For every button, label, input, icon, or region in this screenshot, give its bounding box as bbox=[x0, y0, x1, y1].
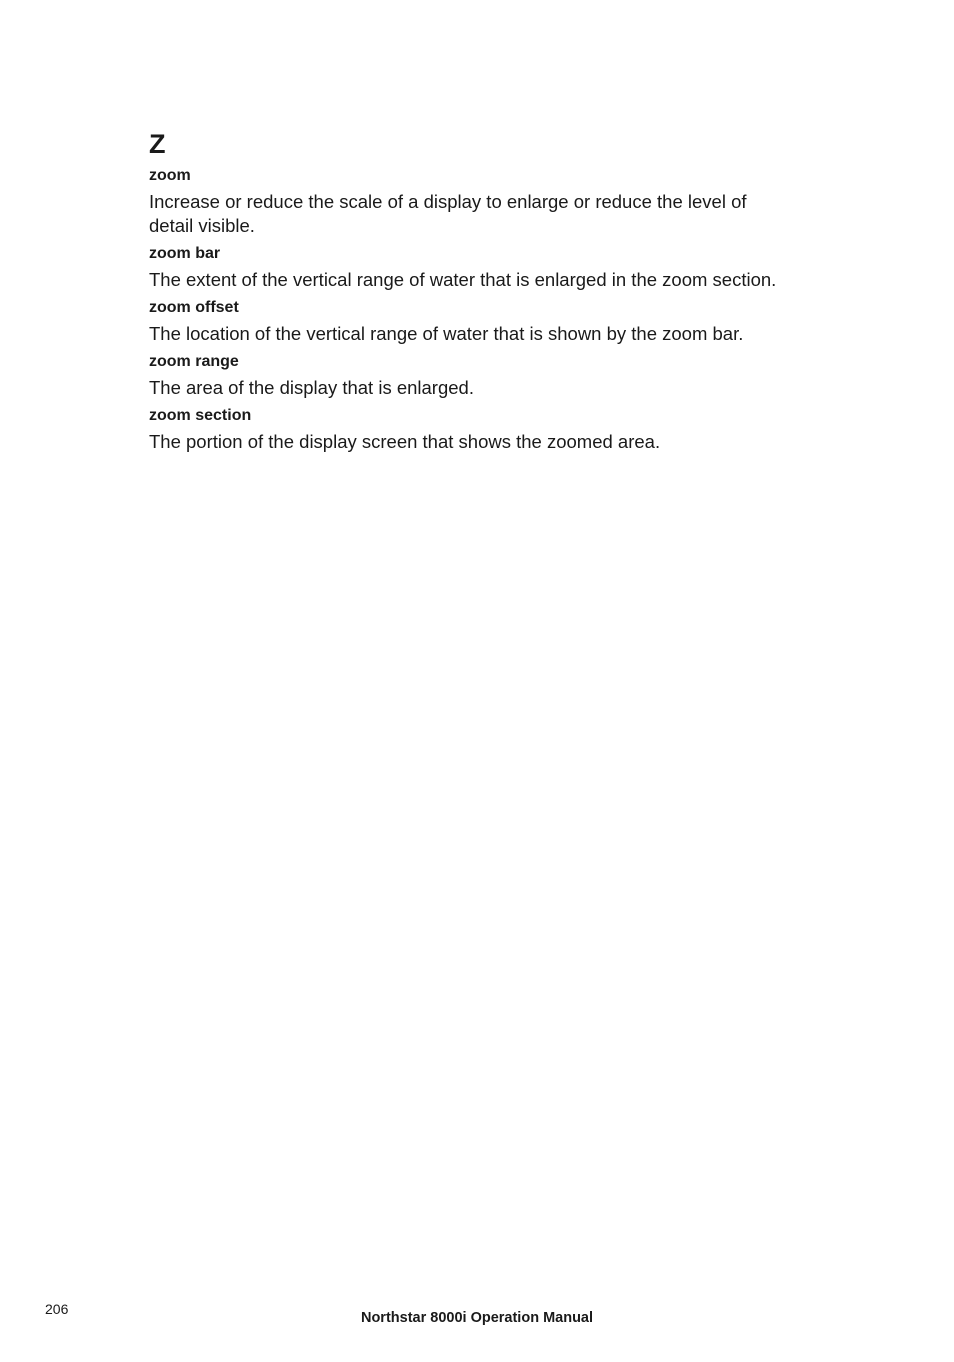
glossary-term: zoom range bbox=[149, 353, 239, 370]
glossary-entry bbox=[149, 352, 789, 400]
glossary-definition: The portion of the display screen that shows the zoomed area. bbox=[149, 431, 661, 452]
glossary-definition: The extent of the vertical range of water that is enlarged in the zoom section. bbox=[149, 269, 777, 290]
glossary-term: zoom bar bbox=[149, 245, 221, 262]
glossary-entry bbox=[149, 298, 789, 346]
glossary-section bbox=[149, 128, 789, 460]
section-heading: Z bbox=[149, 129, 166, 159]
page-number: 206 bbox=[45, 1301, 69, 1317]
glossary-entry bbox=[149, 244, 789, 292]
glossary-term: zoom offset bbox=[149, 299, 239, 316]
glossary-term: zoom section bbox=[149, 407, 252, 424]
glossary-definition: The location of the vertical range of water that is shown by the zoom bar. bbox=[149, 323, 744, 344]
footer-title: Northstar 8000i Operation Manual bbox=[360, 1310, 594, 1326]
glossary-definition: The area of the display that is enlarged. bbox=[149, 377, 474, 398]
glossary-entry bbox=[149, 406, 789, 454]
glossary-term: zoom bbox=[149, 167, 191, 184]
glossary-entry bbox=[149, 166, 789, 238]
glossary-definition: Increase or reduce the scale of a display to enlarge or reduce the level of detail visible. bbox=[149, 191, 747, 236]
